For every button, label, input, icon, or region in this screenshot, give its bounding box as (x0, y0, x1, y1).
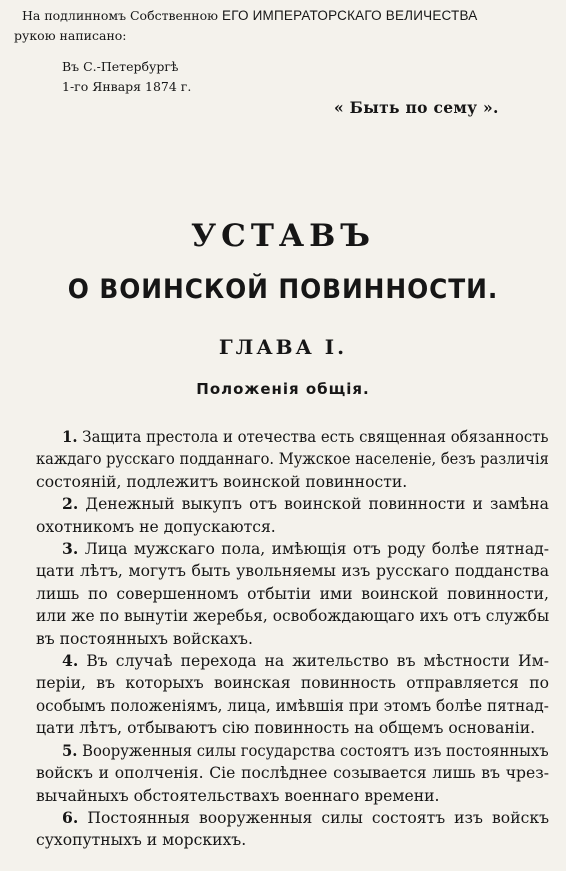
article-line (36, 516, 549, 538)
article-line (36, 583, 549, 605)
header-prefix: На подлинномъ Собственною (22, 8, 219, 23)
article-text: Лица мужскаго пола, имѣющія отъ роду болѣе пятнад- (84, 540, 549, 559)
articles-body (36, 426, 549, 852)
article-text: въ постоянныхъ войскахъ. (36, 629, 253, 648)
article-text: цати лѣтъ, могутъ быть увольняемы изъ русскаго подданства (36, 562, 549, 581)
article-number: 3. (62, 539, 79, 559)
article-text: лишь по совершенномъ отбытіи ими воинской повинности, (36, 584, 549, 603)
article-text: сухопутныхъ и морскихъ. (36, 831, 247, 850)
article-line (36, 560, 549, 582)
article-4 (36, 650, 549, 740)
article-number: 4. (62, 651, 79, 671)
article-line (62, 807, 549, 829)
article-line (36, 695, 549, 717)
article-text: войскъ и ополченія. Сіе послѣднее созывается лишь въ чрез- (36, 764, 549, 783)
article-line (36, 471, 549, 493)
article-line (36, 785, 549, 807)
article-line (36, 717, 549, 739)
article-text: или же по вынутіи жеребья, освобождающаго ихъ отъ службы (36, 607, 550, 626)
article-number: 6. (62, 807, 79, 827)
article-number: 5. (62, 740, 78, 760)
article-line (36, 605, 550, 627)
article-line (62, 426, 549, 448)
article-text: особымъ положеніямъ, лица, имѣвшія при этомъ болѣе пятнад- (36, 696, 549, 715)
article-line (62, 740, 549, 762)
article-text: охотникомъ не допускаются. (36, 517, 276, 536)
header-emperor-caps: ЕГО ИМПЕРАТОРСКАГО ВЕЛИЧЕСТВА (222, 8, 478, 23)
article-text: Въ случаѣ перехода на жительство въ мѣстности Им- (86, 652, 549, 671)
article-6 (36, 807, 549, 852)
article-number: 2. (62, 494, 79, 514)
article-3 (36, 538, 549, 650)
article-number: 1. (62, 427, 78, 446)
article-text: цати лѣтъ, отбываютъ сію повинность на общемъ основаніи. (36, 719, 536, 738)
document-subtitle: О ВОИНСКОЙ ПОВИННОСТИ. (67, 274, 499, 305)
document-title: УСТАВЪ (190, 218, 375, 254)
article-line (62, 538, 549, 560)
header-date: 1-го Января 1874 г. (62, 79, 192, 94)
imperial-resolution: « Быть по сему ». (334, 98, 499, 117)
article-text: Вооруженныя силы государства состоятъ изъ постоянныхъ (82, 741, 549, 760)
article-text: Денежный выкупъ отъ воинской повинности и замѣна (85, 495, 549, 514)
article-2 (36, 493, 549, 538)
section-heading: Положенія общія. (196, 380, 370, 398)
article-1 (36, 426, 549, 493)
article-line (36, 762, 549, 784)
article-text: Постоянныя вооруженныя силы состоятъ изъ войскъ (87, 808, 549, 827)
article-5 (36, 740, 549, 807)
article-line (36, 829, 549, 851)
article-line (36, 628, 549, 650)
article-line (62, 493, 549, 515)
header-place: Въ С.-Петербургѣ (62, 59, 179, 74)
header-line-2: рукою написано: (14, 28, 127, 43)
article-line (36, 672, 549, 694)
article-text: каждаго русскаго подданнаго. Мужское населеніе, безъ различія (36, 450, 549, 469)
header-line-1 (22, 7, 558, 25)
article-text: состояній, подлежитъ воинской повинности. (36, 472, 408, 491)
chapter-heading: ГЛАВА I. (218, 335, 348, 359)
article-text: Защита престола и отечества есть священная обязанность (82, 428, 549, 446)
article-text: вычайныхъ обстоятельствахъ военнаго времени. (36, 786, 440, 805)
article-text: періи, въ которыхъ воинская повинность отправляется по (36, 674, 549, 693)
article-line (62, 650, 549, 672)
article-line (36, 448, 549, 470)
